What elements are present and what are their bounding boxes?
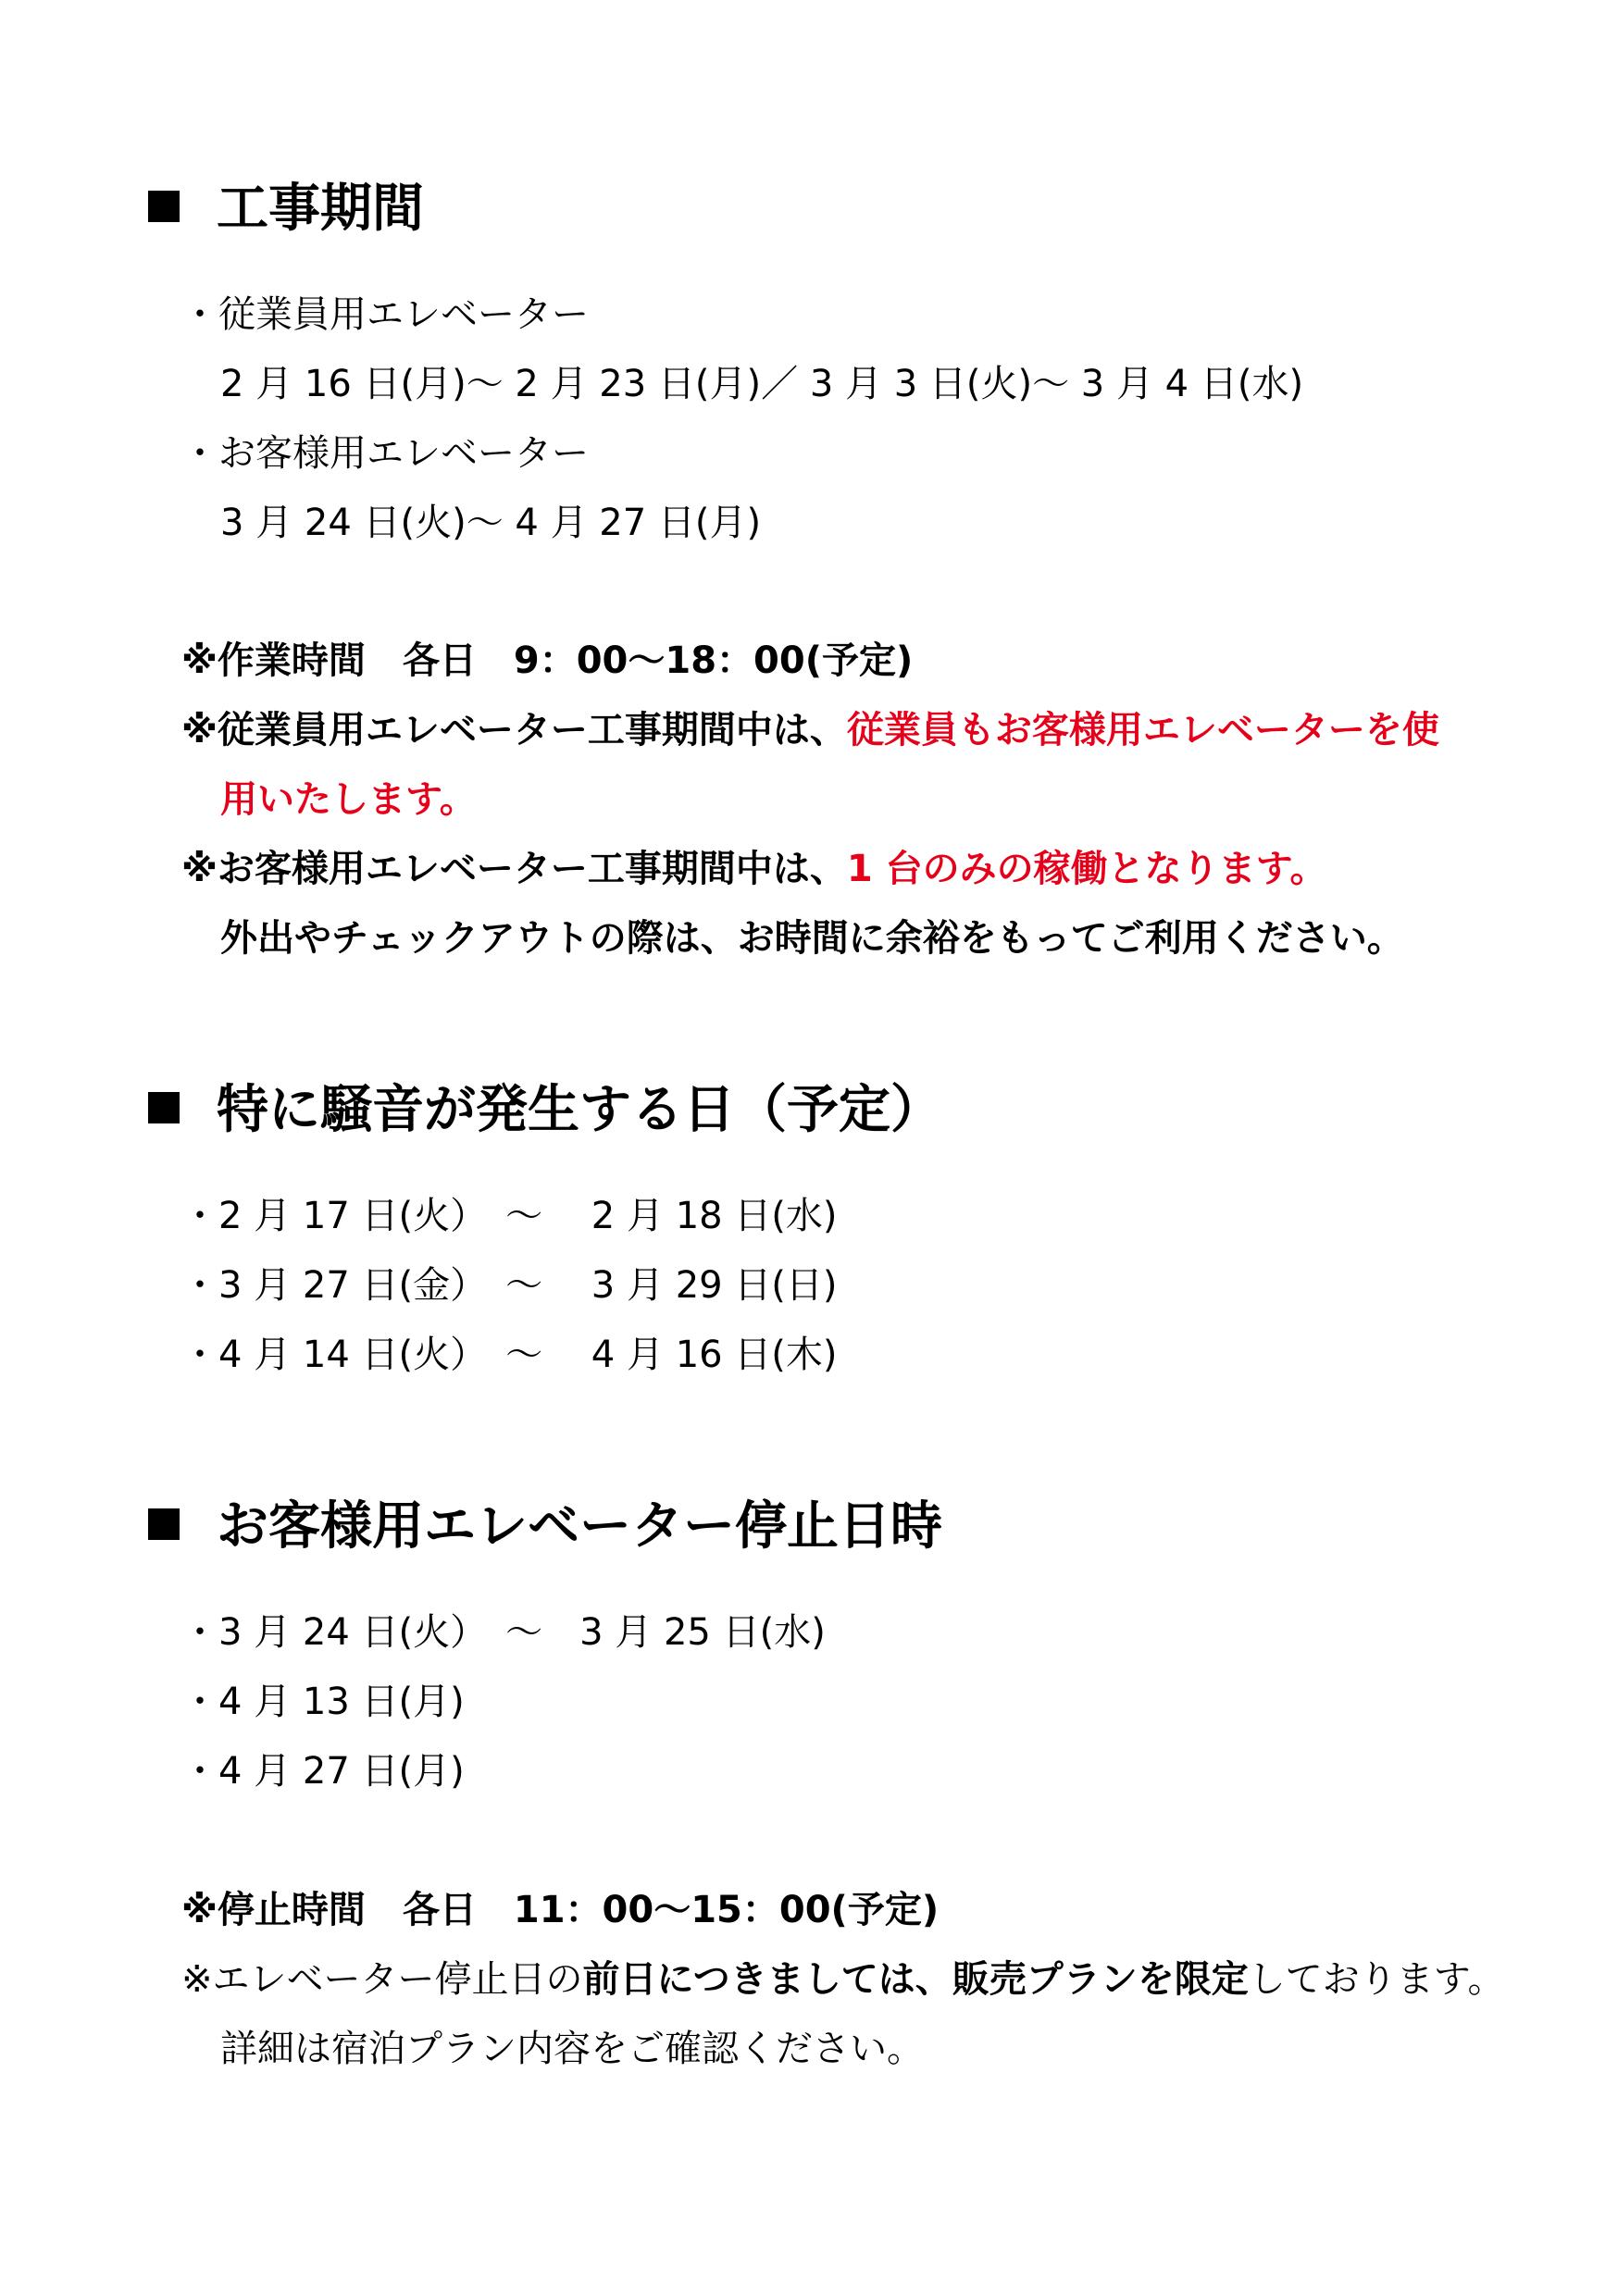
section-title: 特に騒音が発生する日（予定） (217, 1080, 942, 1140)
note-text: ※お客様用エレベーター工事期間中は、 (181, 848, 847, 890)
note-emphasis: 前日につきましては、販売プランを限定 (582, 1958, 1249, 2001)
checkout-advice: 外出やチェックアウトの際は、お時間に余裕をもってご利用ください。 (220, 917, 1404, 960)
note-text: しております。 (1248, 1958, 1505, 2001)
work-hours-note: ※作業時間 各日 9：00～18：00(予定) (181, 639, 914, 682)
plan-details-note: 詳細は宿泊プラン内容をご確認ください。 (220, 2028, 924, 2070)
guest-elevator-dates: 3 月 24 日(火)～ 4 月 27 日(月) (220, 502, 762, 544)
note-highlight: 1 台のみの稼働となります。 (846, 848, 1327, 890)
square-bullet-icon (148, 191, 180, 222)
noise-date-item: ・4 月 14 日(火） ～ 4 月 16 日(木) (181, 1334, 838, 1376)
note-text: ※従業員用エレベーター工事期間中は、 (181, 709, 847, 751)
noise-date-item: ・2 月 17 日(火） ～ 2 月 18 日(水) (181, 1195, 838, 1237)
guest-construction-note (181, 848, 1327, 890)
staff-construction-note (181, 709, 1439, 751)
section-title: お客様用エレベーター停止日時 (217, 1496, 942, 1557)
note-text: ※エレベーター停止日の (181, 1958, 583, 2001)
section-heading-noise (148, 1080, 942, 1140)
square-bullet-icon (148, 1092, 180, 1123)
note-highlight: 従業員もお客様用エレベーターを使 (846, 709, 1439, 751)
square-bullet-icon (148, 1508, 180, 1540)
plan-limit-note (181, 1958, 1505, 2001)
stop-date-item: ・4 月 13 日(月) (181, 1681, 465, 1723)
stop-date-item: ・3 月 24 日(火） ～ 3 月 25 日(水) (181, 1611, 826, 1654)
section-heading-construction (148, 179, 424, 239)
stop-hours-note: ※停止時間 各日 11：00～15：00(予定) (181, 1889, 940, 1931)
stop-date-item: ・4 月 27 日(月) (181, 1750, 465, 1793)
section-heading-stop (148, 1496, 942, 1557)
staff-construction-note-cont: 用いたします。 (220, 778, 477, 821)
guest-elevator-label: ・お客様用エレベーター (181, 432, 589, 475)
noise-date-item: ・3 月 27 日(金） ～ 3 月 29 日(日) (181, 1264, 838, 1307)
section-title: 工事期間 (217, 179, 424, 239)
staff-elevator-dates: 2 月 16 日(月)～ 2 月 23 日(月)／ 3 月 3 日(火)～ 3 月 4 日(水) (220, 363, 1304, 405)
staff-elevator-label: ・従業員用エレベーター (181, 293, 589, 336)
